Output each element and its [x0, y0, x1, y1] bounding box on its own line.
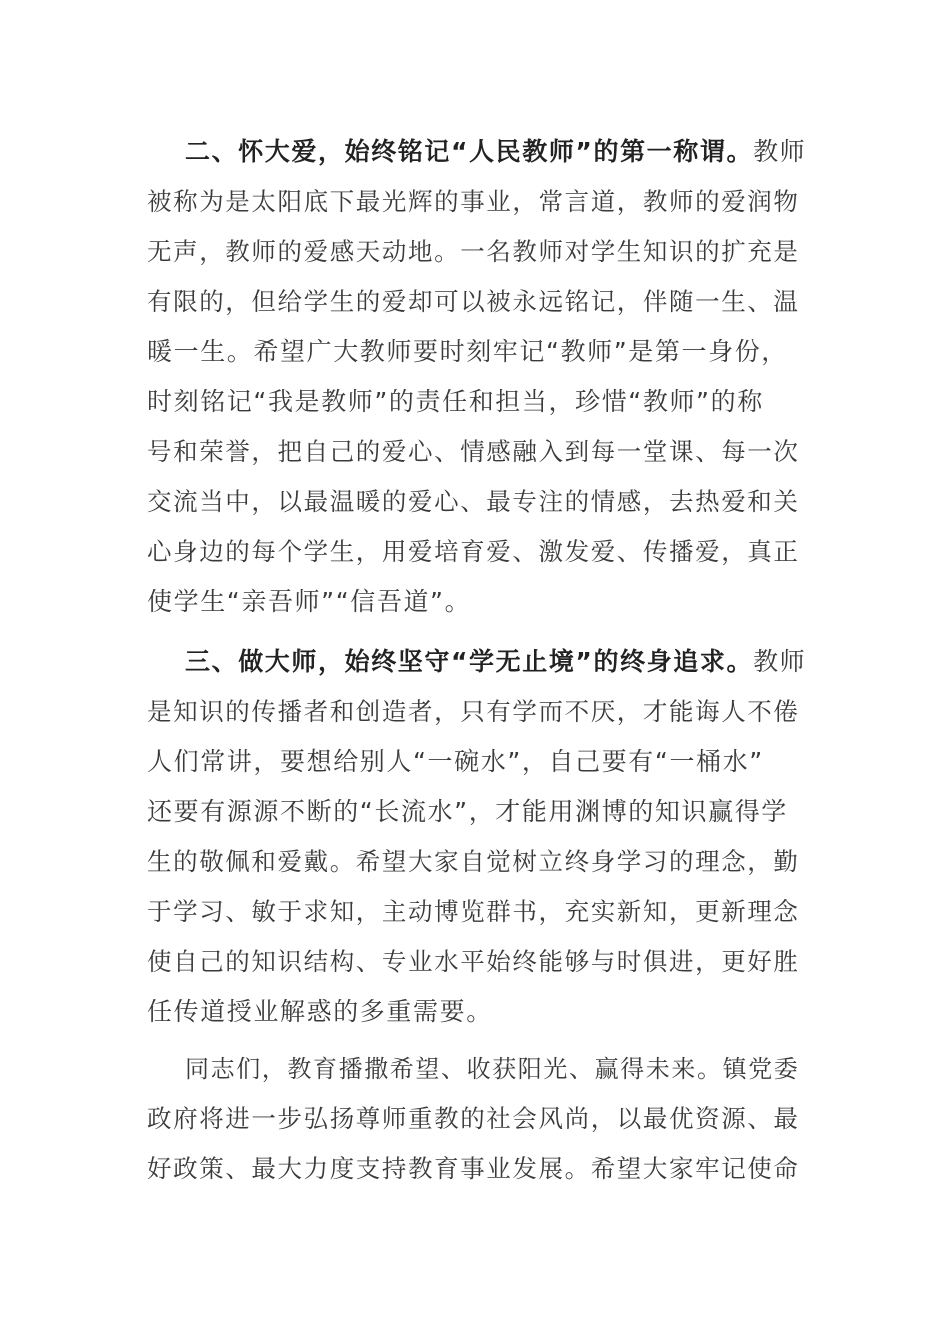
body-line: 政府将进一步弘扬尊师重教的社会风尚，以最优资源、最 [147, 1104, 800, 1133]
body-line: 好政策、最大力度支持教育事业发展。希望大家牢记使命 [147, 1154, 800, 1183]
paragraph-first-line [147, 637, 807, 687]
body-line: 人们常讲，要想给别人“一碗水”，自己要有“一桶水” [147, 747, 764, 776]
paragraph-first-line: 同志们，教育播撒希望、收获阳光、赢得未来。镇党委 [185, 1055, 800, 1083]
body-line: 有限的，但给学生的爱却可以被永远铭记，伴随一生、温 [147, 287, 800, 316]
body-line: 号和荣誉，把自己的爱心、情感融入到每一堂课、每一次 [147, 437, 800, 466]
paragraph-first-line [147, 127, 807, 177]
body-line: 暖一生。希望广大教师要时刻牢记“教师”是第一身份， [147, 337, 788, 366]
body-line: 无声，教师的爱感天动地。一名教师对学生知识的扩充是 [147, 237, 800, 266]
body-line: 于学习、敏于求知，主动博览群书，充实新知，更新理念 [147, 897, 800, 926]
body-line: 交流当中，以最温暖的爱心、最专注的情感，去热爱和关 [147, 487, 800, 516]
body-text: 教师 [753, 137, 807, 166]
body-text: 教师 [753, 647, 807, 676]
body-line: 还要有源源不断的“长流水”，才能用渊博的知识赢得学 [147, 797, 788, 826]
body-line: 时刻铭记“我是教师”的责任和担当，珍惜“教师”的称 [147, 387, 764, 416]
body-line: 心身边的每个学生，用爱培育爱、激发爱、传播爱，真正 [147, 537, 800, 566]
paragraph-closing [147, 1044, 807, 1194]
body-line: 使自己的知识结构、专业水平始终能够与时俱进，更好胜 [147, 947, 800, 976]
body-line: 使学生“亲吾师”“信吾道”。 [147, 587, 472, 616]
section-heading: 二、怀大爱，始终铭记“人民教师”的第一称谓。 [185, 137, 754, 166]
section-heading: 三、做大师，始终坚守“学无止境”的终身追求。 [185, 647, 754, 676]
body-line: 任传道授业解惑的多重需要。 [147, 997, 493, 1026]
body-line: 被称为是太阳底下最光辉的事业，常言道，教师的爱润物 [147, 187, 800, 216]
body-line: 生的敬佩和爱戴。希望大家自觉树立终身学习的理念，勤 [147, 847, 800, 876]
paragraph-section-two [147, 127, 807, 627]
body-line: 是知识的传播者和创造者，只有学而不厌，才能诲人不倦 [147, 697, 800, 726]
paragraph-section-three [147, 637, 807, 1037]
